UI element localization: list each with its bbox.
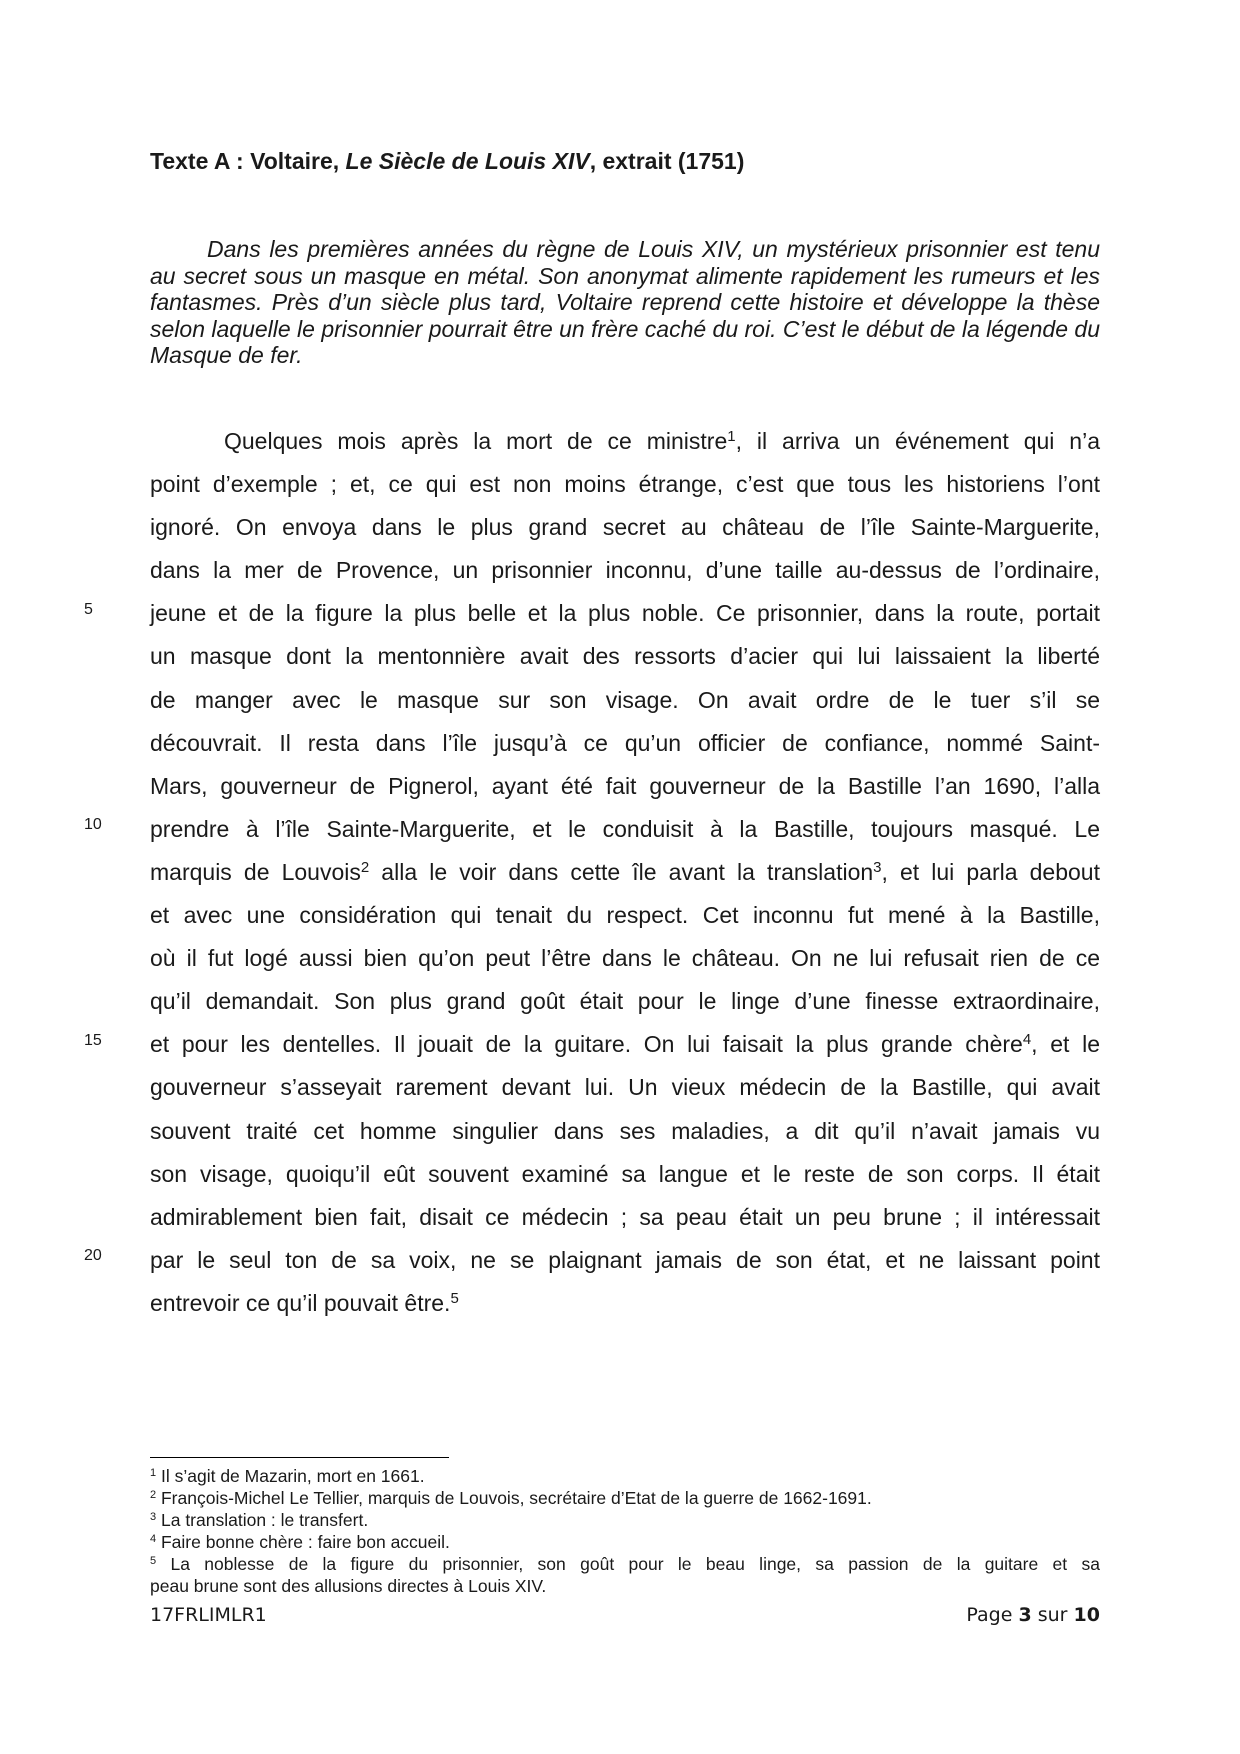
- document-title: [150, 148, 744, 175]
- text-line-15: et pour les dentelles. Il jouait de la guitare. On lui faisait la plus grande chère$^4$, et le: [150, 1031, 1100, 1058]
- text-line-9: Mars, gouverneur de Pignerol, ayant été fait gouverneur de la Bastille l’an 1690, l’alla: [150, 772, 1100, 799]
- footnote-ref-1: 1: [727, 428, 736, 445]
- text-line-5: jeune et de la figure la plus belle et la plus noble. Ce prisonnier, dans la route, portait: [150, 600, 1100, 627]
- footnote-4: $^4$ Faire bonne chère : faire bon accueil.: [150, 1532, 450, 1552]
- text-line-2: point d’exemple ; et, ce qui est non moins étrange, c’est que tous les historiens l’ont: [150, 471, 1100, 498]
- page-indicator: Page 3 sur 10: [966, 1604, 1100, 1626]
- footnote-5: $^5$ La noblesse de la figure du prisonnier, son goût pour le beau linge, sa passion de la guitare et sa peau brune sont des allusions directes à Louis XIV.: [150, 1554, 1100, 1596]
- text-line-18: son visage, quoiqu’il eût souvent examiné sa langue et le reste de son corps. Il était: [150, 1160, 1100, 1187]
- line-number: 20: [84, 1247, 102, 1264]
- line-number: 5: [84, 601, 93, 618]
- text-line-17: souvent traité cet homme singulier dans ses maladies, a dit qu’il n’avait jamais vu: [150, 1117, 1100, 1144]
- footnote-1: $^1$ Il s’agit de Mazarin, mort en 1661.: [150, 1466, 425, 1486]
- text-line-8: découvrait. Il resta dans l’île jusqu’à ce qu’un officier de confiance, nommé Saint-: [150, 729, 1100, 756]
- title-prefix: Texte A : Voltaire,: [150, 148, 346, 174]
- title-work: Le Siècle de Louis XIV: [345, 148, 590, 174]
- text-line-19: admirablement bien fait, disait ce médecin ; sa peau était un peu brune ; il intéressait: [150, 1203, 1100, 1230]
- text-line-6: un masque dont la mentonnière avait des ressorts d’acier qui lui laissaient la liberté: [150, 643, 1100, 670]
- text-line-16: gouverneur s’asseyait rarement devant lui. Un vieux médecin de la Bastille, qui avait: [150, 1074, 1100, 1101]
- footnotes: [150, 1465, 1100, 1597]
- text-line-7: de manger avec le masque sur son visage. On avait ordre de le tuer s’il se: [150, 686, 1100, 713]
- footnote-ref-3: 3: [873, 858, 882, 876]
- line-number: 10: [84, 816, 102, 833]
- intro-paragraph: Dans les premières années du règne de Louis XIV, un mystérieux prisonnier est tenu au secret sous un masque en métal. Son anonymat alimente rapidement les rumeurs et les fantasmes. Près d’un siècle plus tard, Voltaire reprend cette histoire et développe la thèse selon laquelle le prisonnier pourrait être un frère caché du roi. C’est le début de la légende du Masque de fer.: [150, 236, 1100, 368]
- main-text: [150, 420, 1100, 1325]
- document-code: 17FRLIMLR1: [150, 1604, 267, 1626]
- text-line-4: dans la mer de Provence, un prisonnier inconnu, d’une taille au-dessus de l’ordinaire,: [150, 557, 1100, 584]
- footnote-ref-2: 2: [360, 858, 370, 876]
- line-number: 15: [84, 1032, 102, 1049]
- text-line-3: ignoré. On envoya dans le plus grand secret au château de l’île Sainte-Marguerite,: [150, 514, 1100, 541]
- title-suffix: , extrait (1751): [589, 148, 745, 174]
- text-line-1: Quelques mois après la mort de ce ministre$^1$, il arriva un événement qui n’a: [224, 428, 1100, 454]
- text-line-20: par le seul ton de sa voix, ne se plaignant jamais de son état, et ne laissant point: [150, 1246, 1100, 1273]
- footnote-3: $^3$ La translation : le transfert.: [150, 1510, 369, 1530]
- text-line-13: où il fut logé aussi bien qu’on peut l’être dans le château. On ne lui refusait rien de ce: [150, 945, 1100, 972]
- footnote-ref-4: 4: [1022, 1031, 1032, 1049]
- text-line-21: entrevoir ce qu’il pouvait être.$^5$: [150, 1289, 459, 1316]
- text-line-12: et avec une considération qui tenait du respect. Cet inconnu fut mené à la Bastille,: [150, 902, 1100, 929]
- text-line-11: marquis de Louvois$^2$ alla le voir dans cette île avant la translation$^3$, et lui parla debout: [150, 858, 1100, 885]
- footnote-separator: [150, 1457, 449, 1458]
- footnote-2: $^2$ François-Michel Le Tellier, marquis de Louvois, secrétaire d’Etat de la guerre de 1662-1691.: [150, 1488, 872, 1508]
- text-line-14: qu’il demandait. Son plus grand goût était pour le linge d’une finesse extraordinaire,: [150, 988, 1100, 1015]
- footnote-ref-5: 5: [450, 1289, 459, 1307]
- text-line-10: prendre à l’île Sainte-Marguerite, et le conduisit à la Bastille, toujours masqué. Le: [150, 815, 1100, 842]
